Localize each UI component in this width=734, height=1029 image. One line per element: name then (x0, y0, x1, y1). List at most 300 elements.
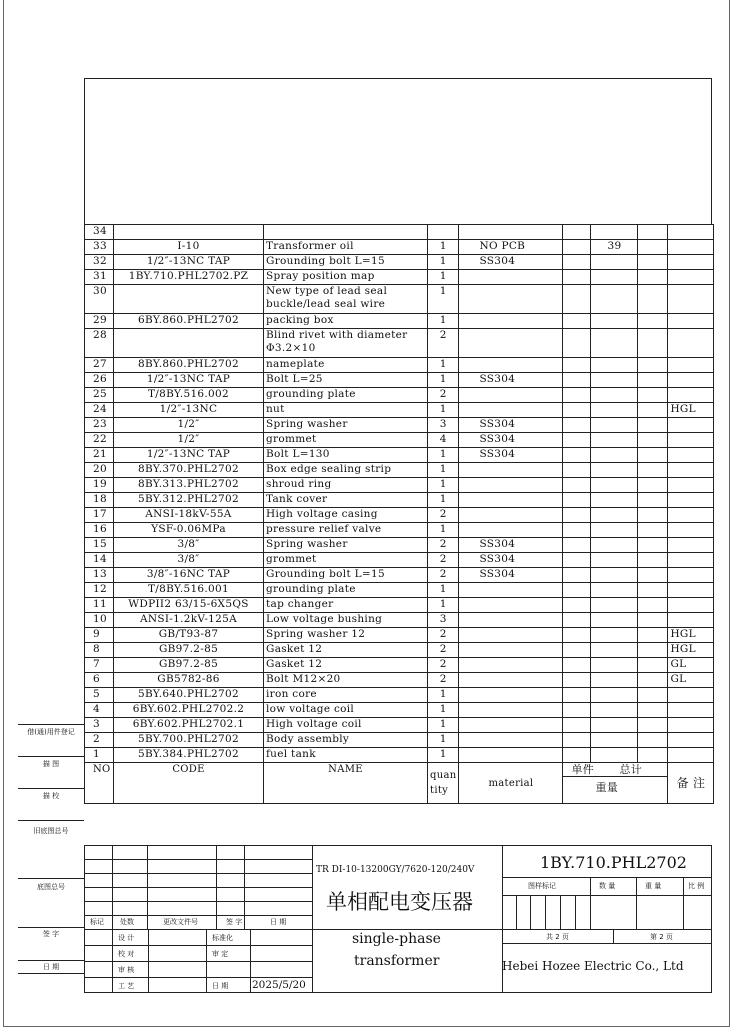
bom-cell-spare (638, 598, 668, 613)
bom-cell-remark (668, 388, 714, 403)
bom-cell-total-weight (591, 358, 638, 373)
bom-row (85, 703, 714, 718)
bom-cell-no: 25 (85, 388, 114, 403)
bom-cell-material (459, 673, 563, 688)
bom-cell-total-weight (591, 433, 638, 448)
bom-cell-spare (638, 403, 668, 418)
bom-cell-qty: 1 (428, 373, 459, 388)
bom-cell-remark (668, 508, 714, 523)
bom-cell-code: 5BY.700.PHL2702 (114, 733, 264, 748)
bom-row (85, 583, 714, 598)
bom-cell-name: grommet (264, 553, 428, 568)
bom-cell-code: 3/8″ (114, 553, 264, 568)
bom-cell-unit-weight (563, 523, 591, 538)
cn-title: 单相配电变压器 (326, 890, 473, 914)
bom-cell-unit-weight (563, 688, 591, 703)
bom-cell-material (459, 388, 563, 403)
bom-cell-material (459, 478, 563, 493)
bom-cell-remark (668, 373, 714, 388)
bom-row (85, 225, 714, 240)
bom-cell-code (114, 329, 264, 358)
bom-cell-qty: 1 (428, 703, 459, 718)
bom-cell-qty: 2 (428, 673, 459, 688)
process-label: 工 艺 (118, 982, 135, 990)
bom-cell-spare (638, 240, 668, 255)
bom-cell-spare (638, 255, 668, 270)
bom-cell-no: 33 (85, 240, 114, 255)
bom-cell-spare (638, 688, 668, 703)
bom-cell-total-weight (591, 478, 638, 493)
bom-row (85, 329, 714, 358)
bom-cell-qty (428, 225, 459, 240)
bom-row (85, 658, 714, 673)
bom-cell-no: 6 (85, 673, 114, 688)
bom-cell-name (264, 225, 428, 240)
bom-cell-remark (668, 598, 714, 613)
bom-cell-code: 1/2″-13NC TAP (114, 255, 264, 270)
bom-cell-code: 1/2″ (114, 433, 264, 448)
bom-cell-code: GB97.2-85 (114, 643, 264, 658)
bom-cell-name: High voltage casing (264, 508, 428, 523)
bom-cell-spare (638, 478, 668, 493)
bom-cell-total-weight (591, 643, 638, 658)
bom-cell-material (459, 613, 563, 628)
bom-cell-unit-weight (563, 373, 591, 388)
bom-row (85, 613, 714, 628)
bom-cell-name: Spring washer (264, 418, 428, 433)
bom-cell-name: grounding plate (264, 583, 428, 598)
bom-cell-unit-weight (563, 598, 591, 613)
bom-cell-spare (638, 613, 668, 628)
bom-cell-code: 5BY.384.PHL2702 (114, 748, 264, 763)
rev-doc: 更改文件号 (163, 918, 198, 926)
bom-cell-spare (638, 358, 668, 373)
bom-row (85, 628, 714, 643)
bom-cell-material (459, 643, 563, 658)
rev-mark: 标记 (90, 918, 104, 926)
bom-cell-qty: 1 (428, 718, 459, 733)
bom-cell-code: 5BY.640.PHL2702 (114, 688, 264, 703)
bom-cell-no: 3 (85, 718, 114, 733)
total-weight-label: 总计 (619, 763, 643, 776)
bom-cell-total-weight (591, 598, 638, 613)
bom-cell-code: WDPII2 63/15-6X5QS (114, 598, 264, 613)
bom-cell-remark (668, 285, 714, 314)
bom-cell-total-weight (591, 553, 638, 568)
bom-cell-unit-weight (563, 568, 591, 583)
bom-cell-unit-weight (563, 493, 591, 508)
bom-cell-spare (638, 388, 668, 403)
bom-cell-unit-weight (563, 628, 591, 643)
bom-cell-spare (638, 508, 668, 523)
bom-row (85, 433, 714, 448)
bom-row (85, 748, 714, 763)
bom-cell-qty: 1 (428, 314, 459, 329)
bom-cell-name: low voltage coil (264, 703, 428, 718)
rev-sign: 签 字 (226, 918, 243, 926)
company-name: Hebei Hozee Electric Co., Ltd (502, 959, 684, 973)
bom-cell-unit-weight (563, 255, 591, 270)
bom-cell-qty: 1 (428, 358, 459, 373)
bom-cell-remark (668, 733, 714, 748)
bom-cell-no: 32 (85, 255, 114, 270)
bom-cell-code: 1BY.710.PHL2702.PZ (114, 270, 264, 285)
bom-cell-remark: GL (668, 658, 714, 673)
bom-cell-material (459, 329, 563, 358)
bom-cell-material: SS304 (459, 255, 563, 270)
bom-cell-name: Bolt L=25 (264, 373, 428, 388)
bom-cell-material (459, 463, 563, 478)
bom-cell-no: 31 (85, 270, 114, 285)
header-code: CODE (114, 763, 264, 804)
quantity-label: 数 量 (599, 882, 616, 890)
bom-row (85, 314, 714, 329)
bom-cell-unit-weight (563, 448, 591, 463)
bom-cell-unit-weight (563, 403, 591, 418)
bom-cell-remark (668, 329, 714, 358)
bom-cell-material (459, 358, 563, 373)
bom-cell-total-weight (591, 270, 638, 285)
bom-cell-unit-weight (563, 718, 591, 733)
bom-cell-remark (668, 478, 714, 493)
bom-cell-spare (638, 463, 668, 478)
bom-row (85, 673, 714, 688)
bom-cell-unit-weight (563, 285, 591, 314)
bom-cell-unit-weight (563, 553, 591, 568)
bom-cell-spare (638, 748, 668, 763)
bom-cell-code: 6BY.602.PHL2702.1 (114, 718, 264, 733)
bom-cell-spare (638, 733, 668, 748)
bom-body (85, 225, 714, 763)
bom-row (85, 493, 714, 508)
bom-cell-code: ANSI-1.2kV-125A (114, 613, 264, 628)
bom-cell-spare (638, 703, 668, 718)
bom-cell-total-weight (591, 329, 638, 358)
bom-cell-no: 12 (85, 583, 114, 598)
bom-cell-total-weight (591, 628, 638, 643)
bom-cell-remark (668, 553, 714, 568)
bom-cell-material: SS304 (459, 433, 563, 448)
model-number: TR DI-10-13200GY/7620-120/240V (316, 865, 475, 875)
bom-cell-name: grommet (264, 433, 428, 448)
bom-cell-name: fuel tank (264, 748, 428, 763)
bom-row (85, 240, 714, 255)
bom-cell-code: 8BY.313.PHL2702 (114, 478, 264, 493)
bom-cell-code: 1/2″-13NC TAP (114, 373, 264, 388)
bom-cell-unit-weight (563, 240, 591, 255)
bom-cell-name: Transformer oil (264, 240, 428, 255)
bom-cell-spare (638, 658, 668, 673)
bom-cell-code (114, 285, 264, 314)
header-name: NAME (264, 763, 428, 804)
bom-cell-total-weight (591, 748, 638, 763)
bom-cell-material (459, 718, 563, 733)
bom-cell-remark (668, 718, 714, 733)
bom-cell-remark (668, 688, 714, 703)
bom-cell-material (459, 748, 563, 763)
bom-cell-remark (668, 418, 714, 433)
bom-cell-no: 5 (85, 688, 114, 703)
bom-cell-spare (638, 553, 668, 568)
bom-cell-material (459, 523, 563, 538)
sheet-number: 第 2 页 (650, 933, 673, 941)
bom-cell-total-weight (591, 448, 638, 463)
bom-cell-qty: 3 (428, 613, 459, 628)
bom-cell-total-weight (591, 583, 638, 598)
bom-cell-total-weight (591, 733, 638, 748)
rev-count: 处数 (120, 918, 134, 926)
bom-cell-unit-weight (563, 270, 591, 285)
bom-cell-unit-weight (563, 433, 591, 448)
header-weight-group (563, 763, 668, 804)
bom-cell-code: GB5782-86 (114, 673, 264, 688)
bom-cell-code: GB/T93-87 (114, 628, 264, 643)
en-title-line2: transformer (354, 953, 440, 969)
bom-cell-qty: 2 (428, 388, 459, 403)
bom-cell-remark: HGL (668, 403, 714, 418)
bom-cell-name: Bolt L=130 (264, 448, 428, 463)
bom-cell-no: 7 (85, 658, 114, 673)
bom-cell-qty: 1 (428, 240, 459, 255)
bom-cell-remark: HGL (668, 628, 714, 643)
bom-cell-spare (638, 373, 668, 388)
bom-cell-total-weight (591, 285, 638, 314)
bom-cell-spare (638, 329, 668, 358)
scale-label: 比 例 (688, 882, 705, 890)
bom-cell-material: SS304 (459, 448, 563, 463)
bom-cell-material (459, 508, 563, 523)
bom-row (85, 478, 714, 493)
bom-cell-material: SS304 (459, 373, 563, 388)
bom-cell-no: 2 (85, 733, 114, 748)
bom-cell-remark (668, 463, 714, 478)
bom-cell-qty: 1 (428, 463, 459, 478)
bom-cell-qty: 1 (428, 748, 459, 763)
bom-cell-total-weight (591, 718, 638, 733)
en-title-line1: single-phase (352, 931, 441, 947)
bom-row (85, 358, 714, 373)
bom-cell-no: 16 (85, 523, 114, 538)
bom-cell-unit-weight (563, 478, 591, 493)
bom-cell-remark (668, 448, 714, 463)
side-label-draw: 描 图 (18, 756, 84, 772)
bom-cell-remark: HGL (668, 643, 714, 658)
bom-cell-spare (638, 493, 668, 508)
side-label-old-no: 旧底图总号 (18, 820, 84, 845)
bom-row (85, 270, 714, 285)
bom-cell-spare (638, 314, 668, 329)
mark-label: 图样标记 (528, 882, 556, 890)
bom-cell-spare (638, 673, 668, 688)
bom-cell-material: SS304 (459, 553, 563, 568)
bom-cell-name: Spring washer (264, 538, 428, 553)
bom-cell-material (459, 658, 563, 673)
bom-cell-total-weight (591, 568, 638, 583)
bom-cell-unit-weight (563, 314, 591, 329)
bom-cell-unit-weight (563, 658, 591, 673)
bom-cell-total-weight (591, 225, 638, 240)
bom-cell-unit-weight (563, 329, 591, 358)
bom-cell-remark (668, 255, 714, 270)
bom-cell-material (459, 314, 563, 329)
bom-cell-code: 5BY.312.PHL2702 (114, 493, 264, 508)
bom-row (85, 255, 714, 270)
bom-row (85, 388, 714, 403)
bom-row (85, 553, 714, 568)
bom-cell-unit-weight (563, 673, 591, 688)
bom-cell-qty: 1 (428, 285, 459, 314)
bom-cell-material (459, 270, 563, 285)
weight-label: 重量 (595, 781, 619, 794)
bom-row (85, 523, 714, 538)
header-no: NO (85, 763, 114, 804)
bom-cell-name: nameplate (264, 358, 428, 373)
bom-cell-material (459, 688, 563, 703)
check-label: 校 对 (118, 950, 135, 958)
bom-cell-no: 10 (85, 613, 114, 628)
side-label-sign: 签 字 (18, 927, 84, 941)
bom-cell-spare (638, 523, 668, 538)
side-label-borrowed: 借(通)用件登记 (18, 724, 84, 740)
bom-cell-qty: 2 (428, 568, 459, 583)
bom-cell-no: 21 (85, 448, 114, 463)
bom-cell-spare (638, 225, 668, 240)
bom-cell-material (459, 225, 563, 240)
bom-cell-total-weight (591, 688, 638, 703)
side-label-trace: 描 校 (18, 788, 84, 804)
bom-cell-total-weight: 39 (591, 240, 638, 255)
bom-cell-code: 8BY.860.PHL2702 (114, 358, 264, 373)
bom-cell-spare (638, 583, 668, 598)
bom-cell-no: 26 (85, 373, 114, 388)
bom-cell-qty: 1 (428, 598, 459, 613)
bom-cell-qty: 1 (428, 403, 459, 418)
bom-row (85, 418, 714, 433)
bom-cell-remark (668, 568, 714, 583)
bom-cell-total-weight (591, 388, 638, 403)
drawing-number: 1BY.710.PHL2702 (540, 853, 687, 872)
bom-cell-no: 20 (85, 463, 114, 478)
bom-cell-qty: 4 (428, 433, 459, 448)
bom-cell-total-weight (591, 508, 638, 523)
bom-cell-unit-weight (563, 613, 591, 628)
bom-cell-name: packing box (264, 314, 428, 329)
bom-cell-remark (668, 314, 714, 329)
bom-cell-remark (668, 433, 714, 448)
bom-cell-name: Blind rivet with diameter Φ3.2×10 (264, 329, 428, 358)
bom-cell-code: T/8BY.516.001 (114, 583, 264, 598)
bom-row (85, 718, 714, 733)
bom-cell-no: 19 (85, 478, 114, 493)
bom-row (85, 688, 714, 703)
bom-table (84, 224, 714, 804)
bom-cell-name: Spray position map (264, 270, 428, 285)
bom-cell-qty: 2 (428, 508, 459, 523)
bom-cell-no: 30 (85, 285, 114, 314)
bom-cell-total-weight (591, 418, 638, 433)
bom-cell-name: High voltage coil (264, 718, 428, 733)
bom-cell-no: 17 (85, 508, 114, 523)
bom-cell-qty: 1 (428, 448, 459, 463)
bom-cell-remark (668, 240, 714, 255)
bom-cell-name: Gasket 12 (264, 658, 428, 673)
bom-cell-qty: 2 (428, 538, 459, 553)
unit-weight-label: 单件 (571, 763, 595, 776)
side-label-base-no: 底图总号 (18, 878, 84, 898)
bom-cell-total-weight (591, 463, 638, 478)
bom-cell-no: 13 (85, 568, 114, 583)
bom-cell-remark (668, 613, 714, 628)
bom-cell-qty: 2 (428, 628, 459, 643)
bom-cell-name: Gasket 12 (264, 643, 428, 658)
bom-cell-no: 29 (85, 314, 114, 329)
bom-cell-total-weight (591, 523, 638, 538)
bom-cell-spare (638, 270, 668, 285)
bom-cell-unit-weight (563, 388, 591, 403)
bom-cell-remark (668, 225, 714, 240)
bom-cell-name: Bolt M12×20 (264, 673, 428, 688)
bom-cell-unit-weight (563, 418, 591, 433)
bom-cell-unit-weight (563, 508, 591, 523)
bom-header-row (85, 763, 714, 804)
header-material: material (459, 763, 563, 804)
bom-cell-unit-weight (563, 225, 591, 240)
bom-cell-code: 1/2″-13NC (114, 403, 264, 418)
bom-cell-qty: 1 (428, 478, 459, 493)
bom-cell-spare (638, 568, 668, 583)
bom-cell-spare (638, 643, 668, 658)
bom-cell-unit-weight (563, 463, 591, 478)
bom-cell-no: 15 (85, 538, 114, 553)
bom-cell-no: 9 (85, 628, 114, 643)
bom-cell-no: 27 (85, 358, 114, 373)
bom-cell-material (459, 703, 563, 718)
bom-cell-remark: GL (668, 673, 714, 688)
bom-cell-name: nut (264, 403, 428, 418)
bom-cell-qty: 1 (428, 493, 459, 508)
bom-cell-qty: 2 (428, 658, 459, 673)
bom-cell-no: 8 (85, 643, 114, 658)
bom-cell-name: tap changer (264, 598, 428, 613)
design-label: 设 计 (118, 934, 135, 942)
bom-cell-code: T/8BY.516.002 (114, 388, 264, 403)
review-label: 审 核 (118, 966, 135, 974)
bom-cell-no: 22 (85, 433, 114, 448)
bom-row (85, 538, 714, 553)
bom-cell-total-weight (591, 493, 638, 508)
bom-cell-material: SS304 (459, 538, 563, 553)
bom-cell-material: SS304 (459, 568, 563, 583)
bom-cell-material (459, 583, 563, 598)
bom-cell-code: YSF-0.06MPa (114, 523, 264, 538)
bom-cell-no: 11 (85, 598, 114, 613)
bom-row (85, 448, 714, 463)
bom-cell-material (459, 628, 563, 643)
bom-cell-code: 3/8″ (114, 538, 264, 553)
bom-cell-no: 4 (85, 703, 114, 718)
bom-cell-name: grounding plate (264, 388, 428, 403)
bom-cell-name: Box edge sealing strip (264, 463, 428, 478)
bom-cell-total-weight (591, 703, 638, 718)
bom-cell-unit-weight (563, 643, 591, 658)
bom-cell-spare (638, 718, 668, 733)
bom-cell-name: Tank cover (264, 493, 428, 508)
bom-cell-remark (668, 538, 714, 553)
bom-cell-qty: 1 (428, 255, 459, 270)
drawing-date: 2025/5/20 (252, 979, 306, 991)
bom-cell-qty: 1 (428, 733, 459, 748)
bom-cell-unit-weight (563, 358, 591, 373)
